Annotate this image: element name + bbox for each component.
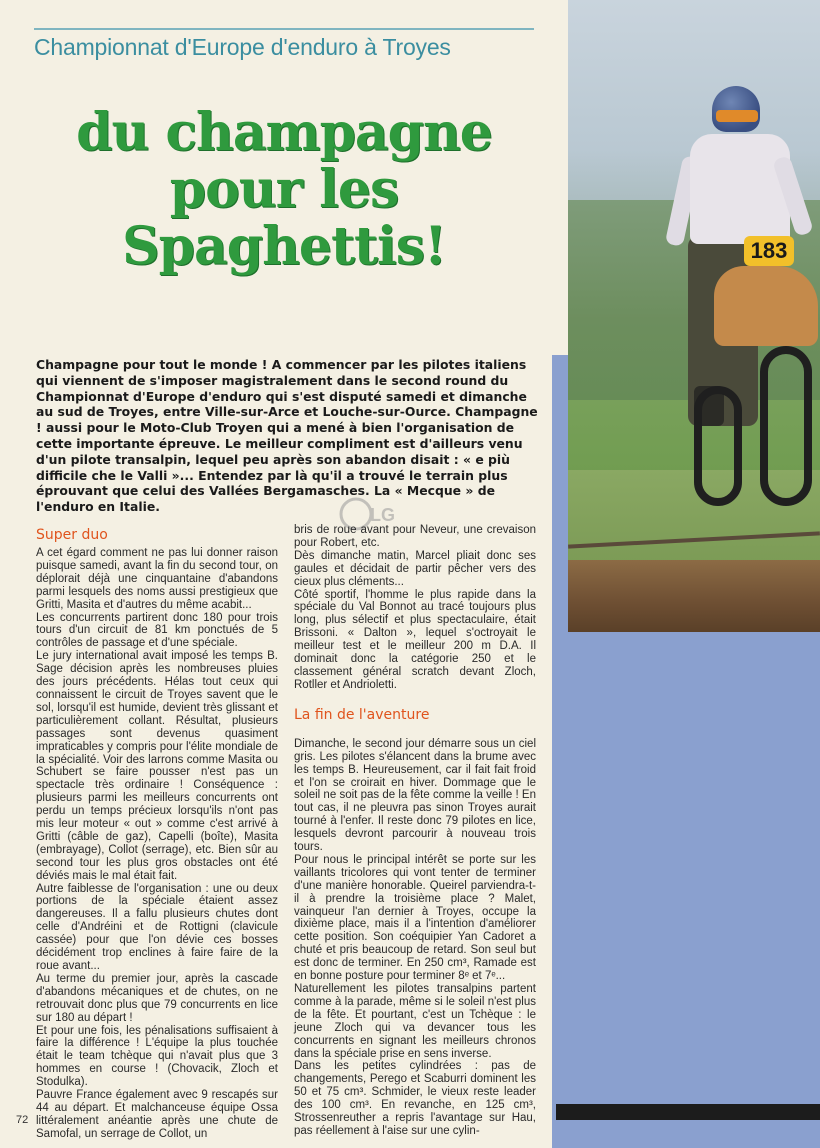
paragraph: Les concurrents partirent donc 180 pour trois tours d'un circuit de 81 km ponctués de 5 contrôles de passage et d'une spéciale. bbox=[36, 611, 278, 650]
headline-line-1: du champagne bbox=[76, 102, 492, 163]
motocross-rider bbox=[674, 86, 820, 516]
photo-dirt-track bbox=[568, 560, 820, 632]
race-number: 183 bbox=[750, 238, 788, 263]
paragraph: Et pour une fois, les pénalisations suffisaient à faire la différence ! L'équipe la plus touchée était le team tchèque qui n'avait plus que 3 hommes en course ! (Chovacik, Zloch et Stodulka). bbox=[36, 1024, 278, 1089]
headline-line-3: Spaghettis! bbox=[122, 216, 446, 277]
headline-line-2: pour les bbox=[169, 159, 399, 220]
paragraph: Autre faiblesse de l'organisation : une ou deux portions de la spéciale étaient assez dangereuses. Il a fallu plusieurs chutes dont celle d'Andréini et de Rottigni (clavicule cassée) pour que l'on dévie ces bosses décidément trop enclines à faire faire de la roue avant... bbox=[36, 882, 278, 972]
rider-goggles bbox=[716, 110, 758, 122]
enduro-photo bbox=[568, 0, 820, 1148]
paragraph: Côté sportif, l'homme le plus rapide dans la spéciale du Val Bonnot au tracé toujours plus long, plus sélectif et plus spectaculaire, était Brissoni. « Dalton », lequel s'octroyait le meilleur test et le meilleur 200 m D.A. Il dominait donc la catégorie 250 et le classement général scratch devant Zloch, Rotller et Andrioletti. bbox=[294, 588, 536, 691]
stamp-text: LG bbox=[370, 505, 395, 525]
number-plate bbox=[744, 236, 794, 266]
paragraph: Dès dimanche matin, Marcel pliait donc ses gaules et décidait de partir pêcher vers des cieux plus cléments... bbox=[294, 549, 536, 588]
section-heading-fin-aventure: La fin de l'aventure bbox=[294, 706, 430, 723]
bottom-shadow-bar bbox=[556, 1104, 820, 1120]
paragraph: A cet égard comment ne pas lui donner raison puisque samedi, avant la fin du second tour, on déplorait déjà une cinquantaine d'abandons parmi lesquels des noms aussi prestigieux que Gritti, Masita et d'autres du même acabit... bbox=[36, 547, 278, 611]
paragraph: Dimanche, le second jour démarre sous un ciel gris. Les pilotes s'élancent dans la brume avec les temps B. Heureusement, car il fait fait froid et l'on se croirait en hiver. Dommage que le soleil ne soit pas de la fête comme la veille ! En tout cas, il ne pleuvra pas sinon Troyes aurait tourné à l'enfer. Il reste donc 79 pilotes en lice, lesquels devront parcourir à nouveau trois tours. bbox=[294, 737, 536, 854]
paragraph: bris de roue avant pour Neveur, une crevaison pour Robert, etc. bbox=[294, 524, 536, 549]
rear-wheel bbox=[760, 346, 812, 506]
blue-panel bbox=[568, 632, 820, 1148]
paragraph: Le jury international avait imposé les temps B. Sage décision après les nombreuses pluies des jours précédents. Hélas tout ceux qui connaissent le circuit de Troyes savent que le sol, lorsqu'il est humide, devient très glissant et particulièrement collant. Résultat, plusieurs passages sont devenus quasiment impraticables y compris pour l'élite mondiale de la spécialité. Voir des larrons comme Masita ou Schubert se faire pousser n'est pas un spectacle très ordinaire ! Conséquence : plusieurs parmi les meilleurs concurrents ont perdu un temps précieux lorsqu'ils n'ont pas mis leur moteur « out » comme c'est arrivé à Gritti (câble de gaz), Capelli (boîte), Masita (embrayage), Collot (serrage), etc. Bien sûr au second tour les plus gros obstacles ont été déviés mais le mal était fait. bbox=[36, 650, 278, 882]
paragraph: Pour nous le principal intérêt se porte sur les vaillants tricolores qui vont tenter de terminer d'une manière honorable. Queirel parviendra-t-il à prendre la troisième place ? Malet, vainqueur l'an dernier à Troyes, occupe la dixième place, mais il a l'intention d'améliorer cette position. Son coéquipier Yan Cadoret a chuté et pris beaucoup de retard. Son seul but est donc de terminer. En 250 cm³, Ramade est en bonne posture pour terminer 8ᵉ et 7ᵉ... bbox=[294, 853, 536, 983]
motorcycle-body bbox=[714, 266, 818, 346]
section-heading-super-duo: Super duo bbox=[36, 527, 108, 543]
rider-jersey bbox=[690, 134, 790, 244]
blue-margin-strip bbox=[552, 355, 568, 1148]
paragraph: Naturellement les pilotes transalpins partent comme à la parade, même si le soleil n'est plus de la fête. Et pourtant, c'est un Tchèque : le jeune Zloch qui va devancer tous les concurrents en signant les meilleurs chronos dans la spéciale prise en sens inverse. bbox=[294, 983, 536, 1060]
paragraph: Au terme du premier jour, après la cascade d'abandons mécaniques et de chutes, on ne retrouvait donc plus que 79 concurrents en lice sur 180 au départ ! bbox=[36, 972, 278, 1024]
kicker-rule bbox=[34, 28, 534, 30]
front-wheel bbox=[694, 386, 742, 506]
paragraph: Pauvre France également avec 9 rescapés sur 44 au départ. Et malchanceuse équipe Ossa littéralement anéantie après une chute de Samofal, un serrage de Collot, un bbox=[36, 1089, 278, 1140]
article-column-left bbox=[36, 524, 278, 1141]
intro-paragraph: Champagne pour tout le monde ! A commencer par les pilotes italiens qui viennent de s'imposer magistralement dans le second round du Championnat d'Europe d'enduro qui s'est disputé samedi et dimanche au sud de Troyes, entre Ville-sur-Arce et Louche-sur-Ource. Champagne ! aussi pour le Moto-Club Troyen qui a mené à bien l'organisation de cette importante épreuve. Le meilleur compliment est d'ailleurs venu d'un pilote transalpin, lequel peu après son abandon disait : « e più difficile che le Valli »... Entendez par là qu'il a trouvé le terrain plus éprouvant que celui des Vallées Bergamasches. La « Mecque » de l'enduro en Italie. bbox=[36, 357, 538, 515]
page-number: 72 bbox=[16, 1114, 29, 1126]
article-column-right bbox=[294, 524, 536, 1138]
headline bbox=[34, 104, 534, 275]
kicker-title: Championnat d'Europe d'enduro à Troyes bbox=[34, 34, 451, 60]
rider-helmet bbox=[712, 86, 760, 132]
paragraph: Dans les petites cylindrées : pas de changements, Perego et Scaburri dominent les 50 et 75 cm³. Schmider, le vieux reste leader des 100 cm³. En revanche, en 125 cm³, Strossenreuther a repris l'avantage sur Hau, pas réellement à l'aise sur une cylin- bbox=[294, 1060, 536, 1137]
